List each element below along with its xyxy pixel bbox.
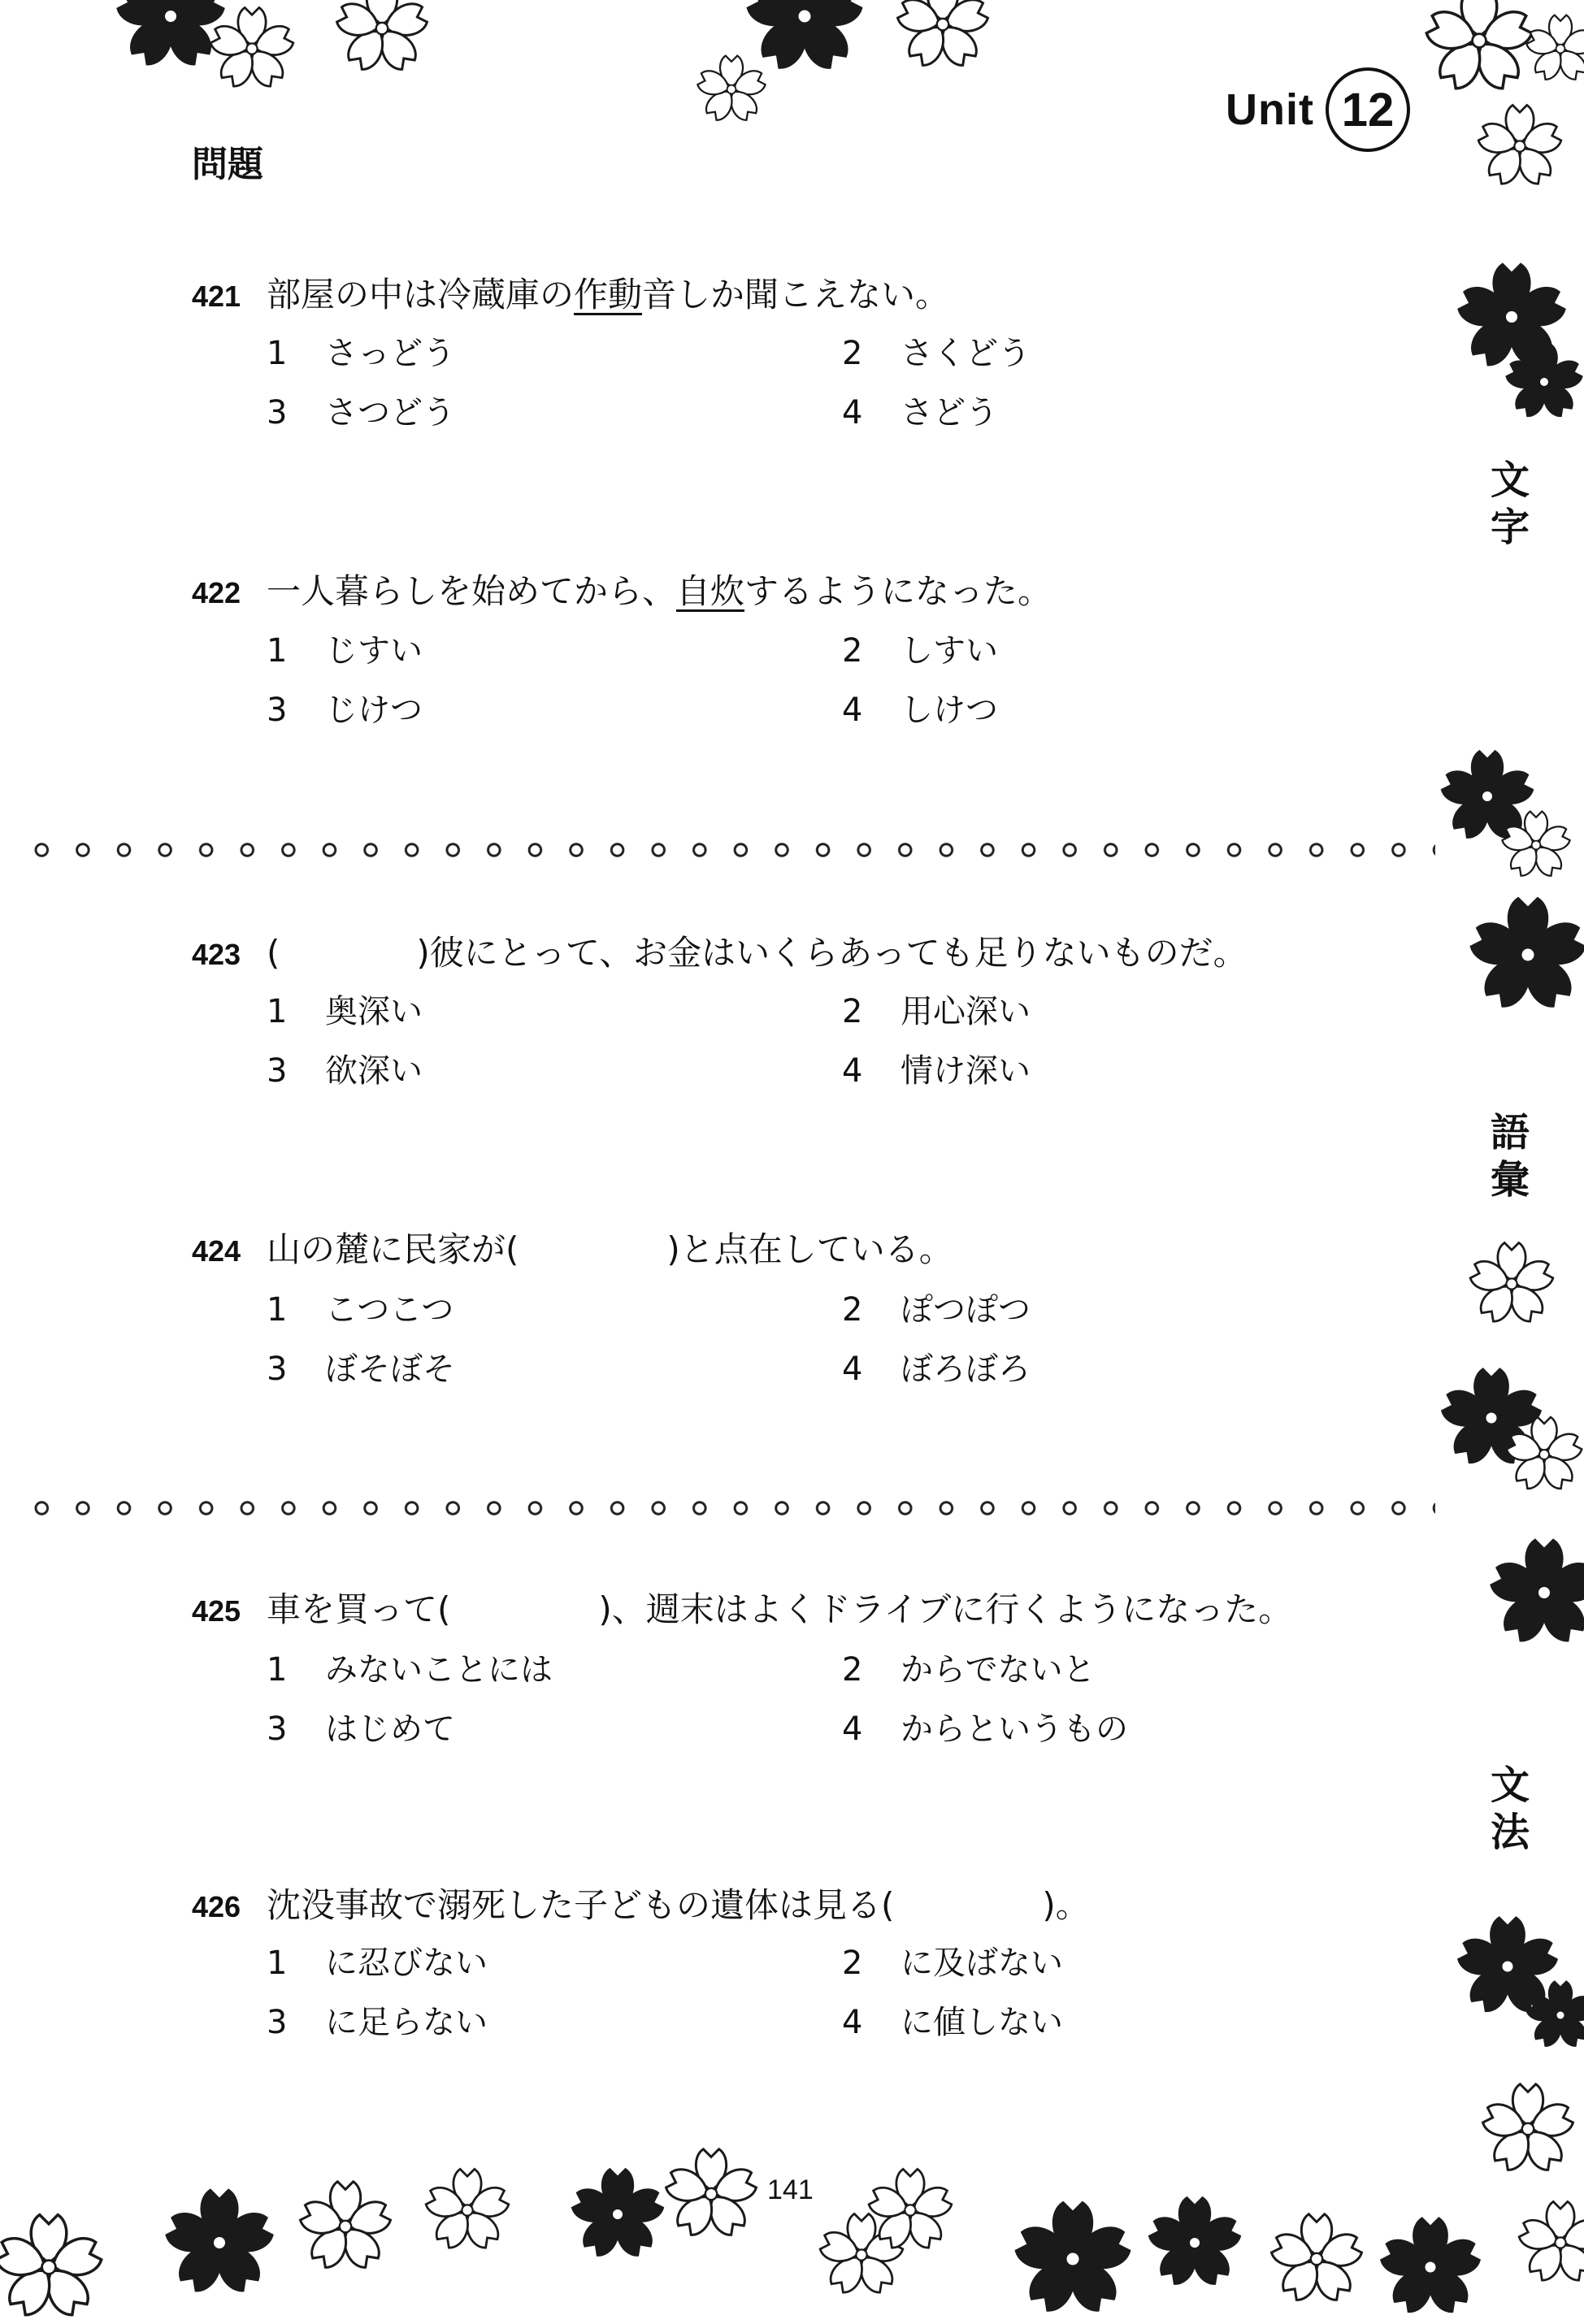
side-label-bunpou: 文法 <box>1490 1763 1530 1855</box>
option-3[interactable]: 3 はじめて <box>267 1710 455 1748</box>
flower-icon <box>894 0 992 73</box>
flower-icon <box>297 2178 394 2275</box>
flower-icon <box>1422 0 1536 98</box>
question-422 <box>192 565 1052 614</box>
side-label-goi: 語彙 <box>1490 1110 1530 1203</box>
flower-icon <box>1516 2198 1584 2287</box>
page-number: 141 <box>762 2174 818 2206</box>
option-2[interactable]: 2 しすい <box>842 632 998 670</box>
section-divider <box>21 842 1435 858</box>
question-number: 423 <box>192 938 241 971</box>
page-heading: 問題 <box>192 144 263 185</box>
question-text-after: )、週末はよくドライブに行くようになった。 <box>598 1589 1293 1629</box>
question-421 <box>192 268 949 317</box>
flower-icon <box>1524 12 1584 85</box>
unit-header <box>1226 69 1410 150</box>
option-2[interactable]: 2 さくどう <box>842 335 1031 372</box>
flower-icon <box>1499 809 1573 882</box>
question-text-after: )。 <box>1042 1885 1090 1925</box>
option-4[interactable]: 4 さどう <box>842 394 998 431</box>
option-3[interactable]: 3 じけつ <box>267 692 423 729</box>
option-2[interactable]: 2 用心深い <box>842 993 1031 1030</box>
flower-icon <box>695 53 768 126</box>
flower-icon <box>1467 1239 1556 1329</box>
flower-icon <box>1479 2080 1577 2178</box>
flower-icon <box>662 2145 760 2243</box>
flower-icon <box>1012 2198 1134 2320</box>
flower-icon <box>207 4 297 93</box>
question-number: 421 <box>192 280 241 313</box>
option-3[interactable]: 3 欲深い <box>267 1052 423 1090</box>
question-text-before: 山の麓に民家が( <box>267 1229 519 1269</box>
option-1[interactable]: 1 じすい <box>267 632 423 670</box>
question-425 <box>192 1583 1292 1632</box>
flower-icon <box>1146 2194 1243 2291</box>
question-number: 422 <box>192 576 241 609</box>
flower-icon <box>333 0 431 77</box>
flower-icon <box>569 2166 666 2263</box>
question-text-before: 部屋の中は冷蔵庫の <box>267 275 575 314</box>
flower-icon <box>1378 2214 1483 2320</box>
option-4[interactable]: 4 ぼろぼろ <box>842 1351 1031 1388</box>
flower-icon <box>1268 2210 1365 2308</box>
option-4[interactable]: 4 に値しない <box>842 2004 1063 2041</box>
question-text-after: )彼にとって、お金はいくらあっても足りないものだ。 <box>416 933 1248 973</box>
flower-icon <box>1467 894 1584 1016</box>
question-text-before: 一人暮らしを始めてから、 <box>267 571 677 611</box>
question-423 <box>192 926 1248 975</box>
option-1[interactable]: 1 みないことには <box>267 1651 553 1689</box>
flower-icon <box>1504 1414 1584 1495</box>
flower-icon <box>1524 1979 1584 2052</box>
flower-icon <box>423 2166 512 2255</box>
option-1[interactable]: 1 こつこつ <box>267 1291 454 1329</box>
question-number: 426 <box>192 1890 241 1923</box>
option-2[interactable]: 2 からでないと <box>842 1651 1096 1689</box>
option-4[interactable]: 4 しけつ <box>842 692 998 729</box>
option-4[interactable]: 4 からというもの <box>842 1710 1128 1748</box>
underlined-word: 作動 <box>574 275 643 314</box>
flower-icon <box>1487 1536 1584 1650</box>
option-4[interactable]: 4 情け深い <box>842 1052 1031 1090</box>
option-3[interactable]: 3 さつどう <box>267 394 455 431</box>
question-text-before: 沈没事故で溺死した子どもの遺体は見る( <box>267 1885 895 1925</box>
question-text-after: するようになった。 <box>744 571 1052 611</box>
unit-number-badge: 12 <box>1326 67 1410 152</box>
option-1[interactable]: 1 に忍びない <box>267 1945 488 1982</box>
side-label-moji: 文字 <box>1490 457 1530 550</box>
flower-icon <box>163 2186 276 2300</box>
option-3[interactable]: 3 ぼそぼそ <box>267 1351 455 1388</box>
underlined-word: 自炊 <box>676 571 745 611</box>
question-text-after: )と点在している。 <box>666 1229 953 1269</box>
flower-icon <box>866 2166 955 2255</box>
option-2[interactable]: 2 ぽつぽつ <box>842 1291 1031 1329</box>
flower-icon <box>1504 341 1584 423</box>
question-text-before: ( <box>267 933 280 973</box>
section-divider <box>21 1500 1435 1516</box>
question-number: 425 <box>192 1594 241 1628</box>
question-426 <box>192 1879 1090 1927</box>
flower-icon <box>0 2210 106 2324</box>
flower-icon <box>1475 102 1564 191</box>
question-text-after: 音しか聞こえない。 <box>642 275 950 314</box>
option-1[interactable]: 1 さっどう <box>267 335 455 372</box>
question-424 <box>192 1223 953 1272</box>
question-number: 424 <box>192 1234 241 1268</box>
question-text-before: 車を買って( <box>267 1589 451 1629</box>
option-1[interactable]: 1 奥深い <box>267 993 423 1030</box>
option-2[interactable]: 2 に及ばない <box>842 1945 1063 1982</box>
option-3[interactable]: 3 に足らない <box>267 2004 488 2041</box>
unit-label: Unit <box>1226 85 1314 134</box>
